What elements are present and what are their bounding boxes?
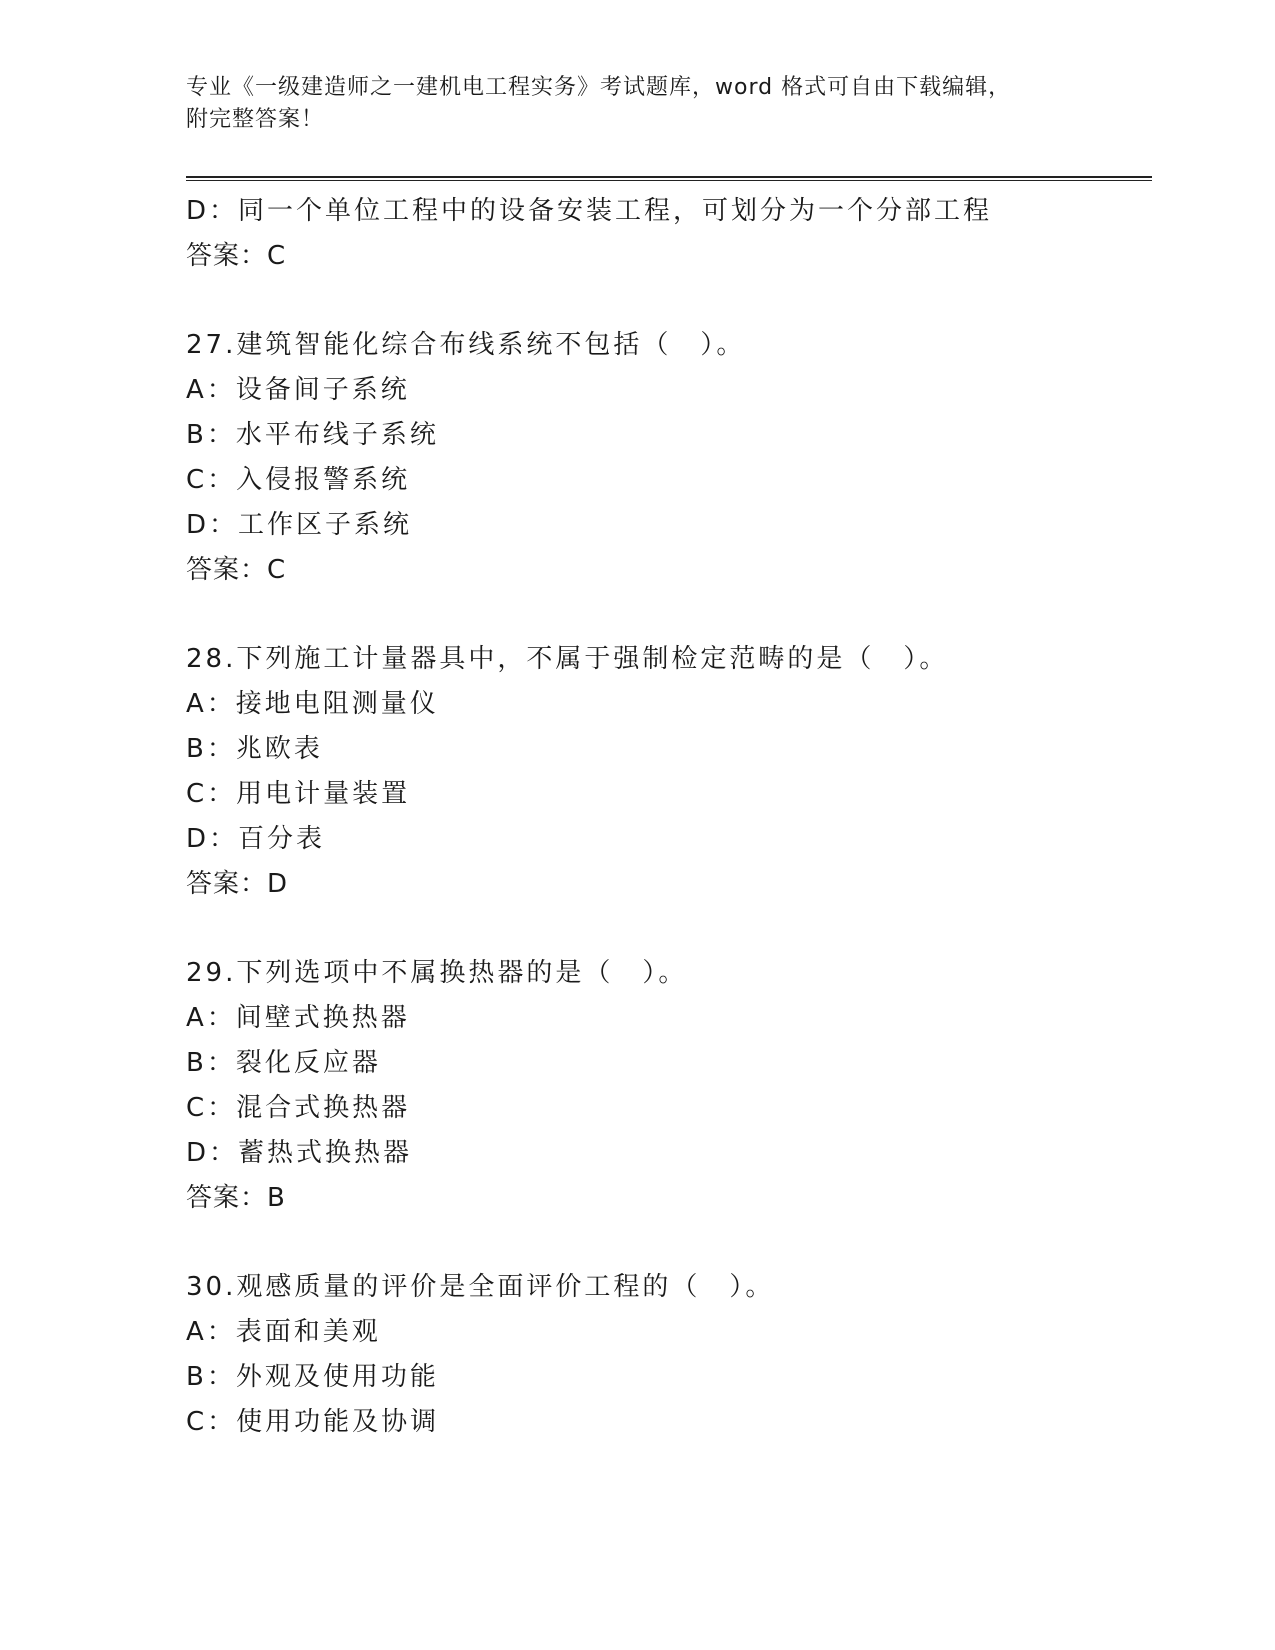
option-b: B：水平布线子系统 [186,420,439,450]
option-d: D：同一个单位工程中的设备安装工程，可划分为一个分部工程 [186,196,993,226]
question-29 [186,951,1146,1221]
option-b: B：外观及使用功能 [186,1362,439,1392]
answer-line: 答案：D [186,869,289,899]
question-30 [186,1265,1146,1445]
option-b: B：裂化反应器 [186,1048,381,1078]
option-d: D：百分表 [186,824,326,854]
option-a: A：间壁式换热器 [186,1003,410,1033]
spacer [186,593,1146,637]
option-c: C：混合式换热器 [186,1093,411,1123]
answer-line: 答案：C [186,241,287,271]
question-27 [186,323,1146,593]
document-header [186,72,1086,136]
answer-line: 答案：C [186,555,287,585]
header-line-1: 专业《一级建造师之一建机电工程实务》考试题库，word 格式可自由下载编辑， [186,75,1012,100]
spacer [186,279,1146,323]
option-c: C：用电计量装置 [186,779,411,809]
question-list [186,189,1146,1445]
answer-line: 答案：B [186,1183,286,1213]
spacer [186,1221,1146,1265]
question-stem: 28.下列施工计量器具中，不属于强制检定范畴的是（ ）。 [186,644,949,674]
option-b: B：兆欧表 [186,734,323,764]
option-d: D：工作区子系统 [186,510,413,540]
question-stem: 27.建筑智能化综合布线系统不包括（ ）。 [186,330,746,360]
option-c: C：入侵报警系统 [186,465,411,495]
question-stem: 30.观感质量的评价是全面评价工程的（ ）。 [186,1272,775,1302]
option-a: A：接地电阻测量仪 [186,689,439,719]
option-a: A：设备间子系统 [186,375,410,405]
spacer [186,907,1146,951]
question-28 [186,637,1146,907]
header-divider [186,176,1152,181]
option-a: A：表面和美观 [186,1317,381,1347]
header-line-2: 附完整答案！ [186,107,325,132]
option-c: C：使用功能及协调 [186,1407,440,1437]
question-stem: 29.下列选项中不属换热器的是（ ）。 [186,958,688,988]
option-d: D：蓄热式换热器 [186,1138,413,1168]
question-continuation [186,189,1146,279]
